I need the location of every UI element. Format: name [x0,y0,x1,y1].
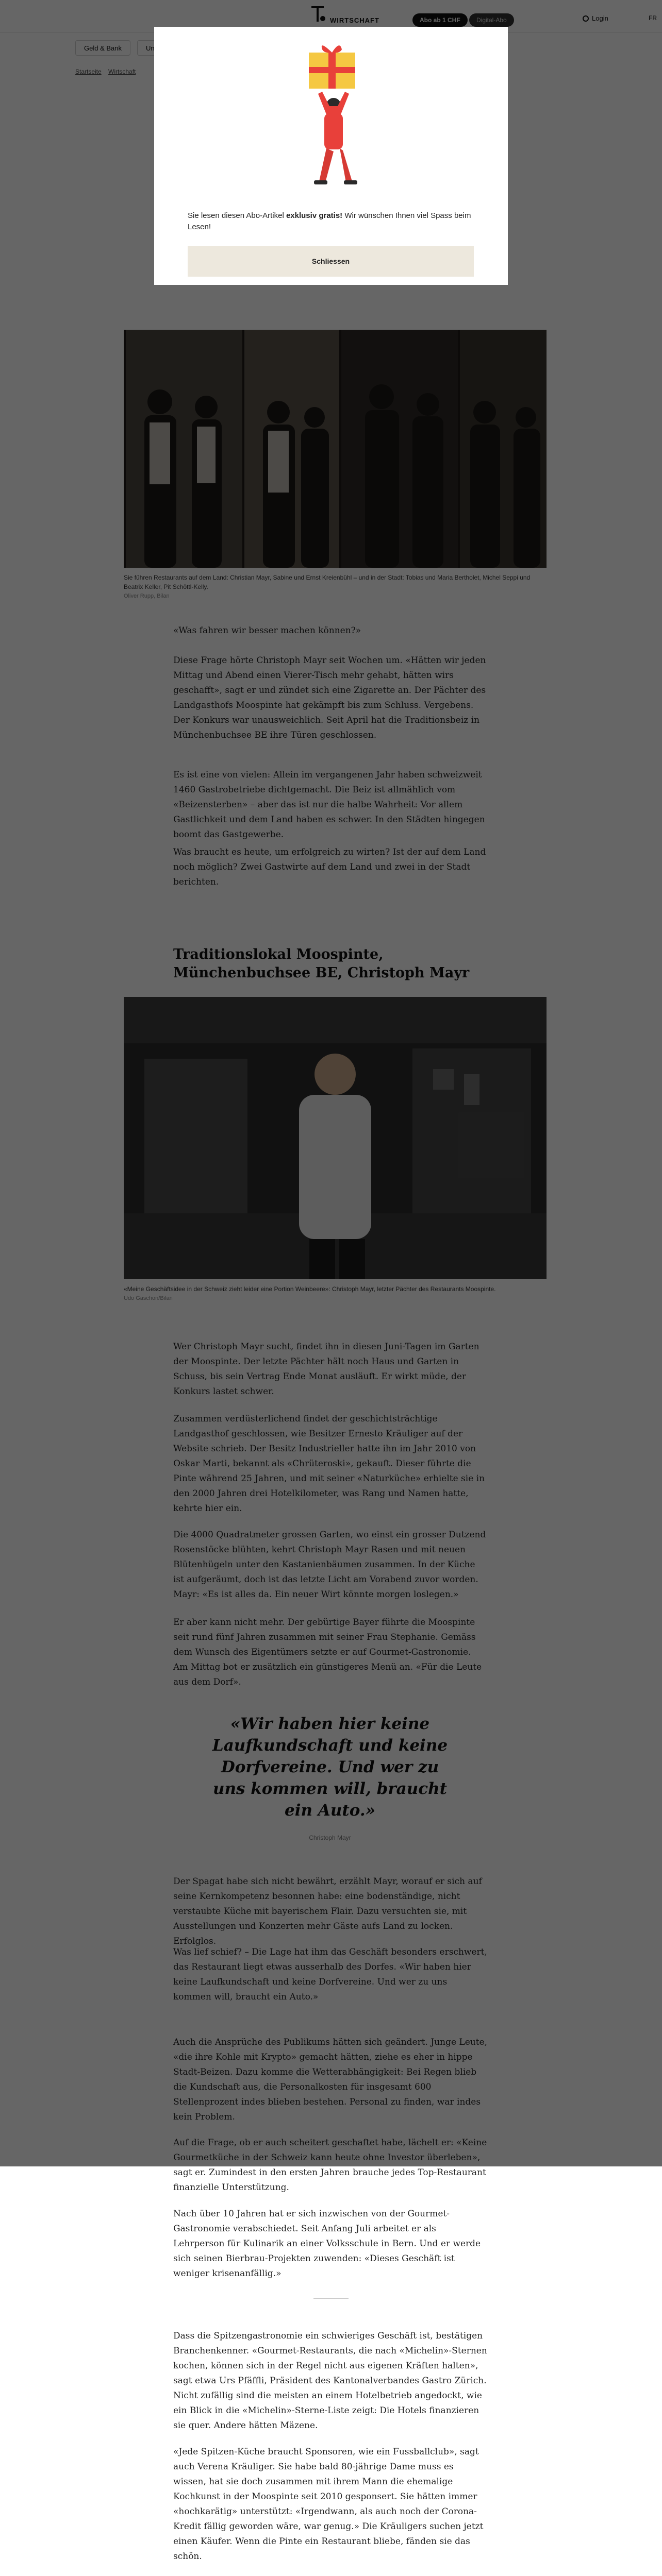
section2-paragraph-4: sagt er. Zumindest in den ersten Jahren brauche jedes Top-Restaurant finanzielle Unterstützung. [173,2167,486,2193]
section2-paragraph-6: Dass die Spitzengastronomie ein schwieriges Geschäft ist, bestätigen Branchenkenner. «Gourmet-Restaurants, die nach «Michelin»-Sternen kochen, können sich in der Regel nicht aus eigenen Kräften halten», sagt etwa Urs Pfäffli, Präsident des Kantonalverbandes Gastro Zürich. Nicht zufällig sind die meisten an einem Hotelbetrieb angedockt, wie ein Blick in die «Michelin»-Sterne-Liste zeigt: Die Hotels finanzieren sie quer. Andere hätten Mäzene. [173,2331,487,2431]
section2-paragraph-5: Nach über 10 Jahren hat er sich inzwischen von der Gourmet-Gastronomie verabschiedet. Seit Anfang Juli arbeitet er als Lehrperson für Kulinarik an einer Volksschule in Bern. Und er werde sich seinen Bierbrau-Projekten zuwenden: «Dieses Geschäft ist weniger krisenanfällig.» [173,2209,481,2279]
modal-message [188,210,476,233]
section2-paragraph-7: «Jede Spitzen-Küche braucht Sponsoren, wie ein Fussballclub», sagt auch Verena Kräuliger. Sie habe bald 80-jährige Dame muss es wissen, hat sie doch zusammen mit ihrem Mann die ehemalige Kochkunst in der Moospinte seit 2010 gesponsert. Sie hätten immer «hochkarätig» unterstützt: «Irgendwann, als auch noch der Corona-Kredit fällig geworden wäre, war genug.» Die Kräuligers suchen jetzt einen Käufer. Wenn die Pinte ein Restaurant bliebe, fänden sie das schön. [173,2447,484,2562]
close-button[interactable]: Schliessen [188,246,474,277]
gift-illustration-icon [288,42,376,197]
modal-text-end: Wir wünschen Ihnen viel Spass beim Lesen! [188,211,471,231]
modal-text-bold: exklusiv gratis! [286,211,343,220]
paywall-gift-modal [154,27,508,285]
modal-text-start: Sie lesen diesen Abo-Artikel [188,211,286,220]
section-divider [313,2298,349,2299]
